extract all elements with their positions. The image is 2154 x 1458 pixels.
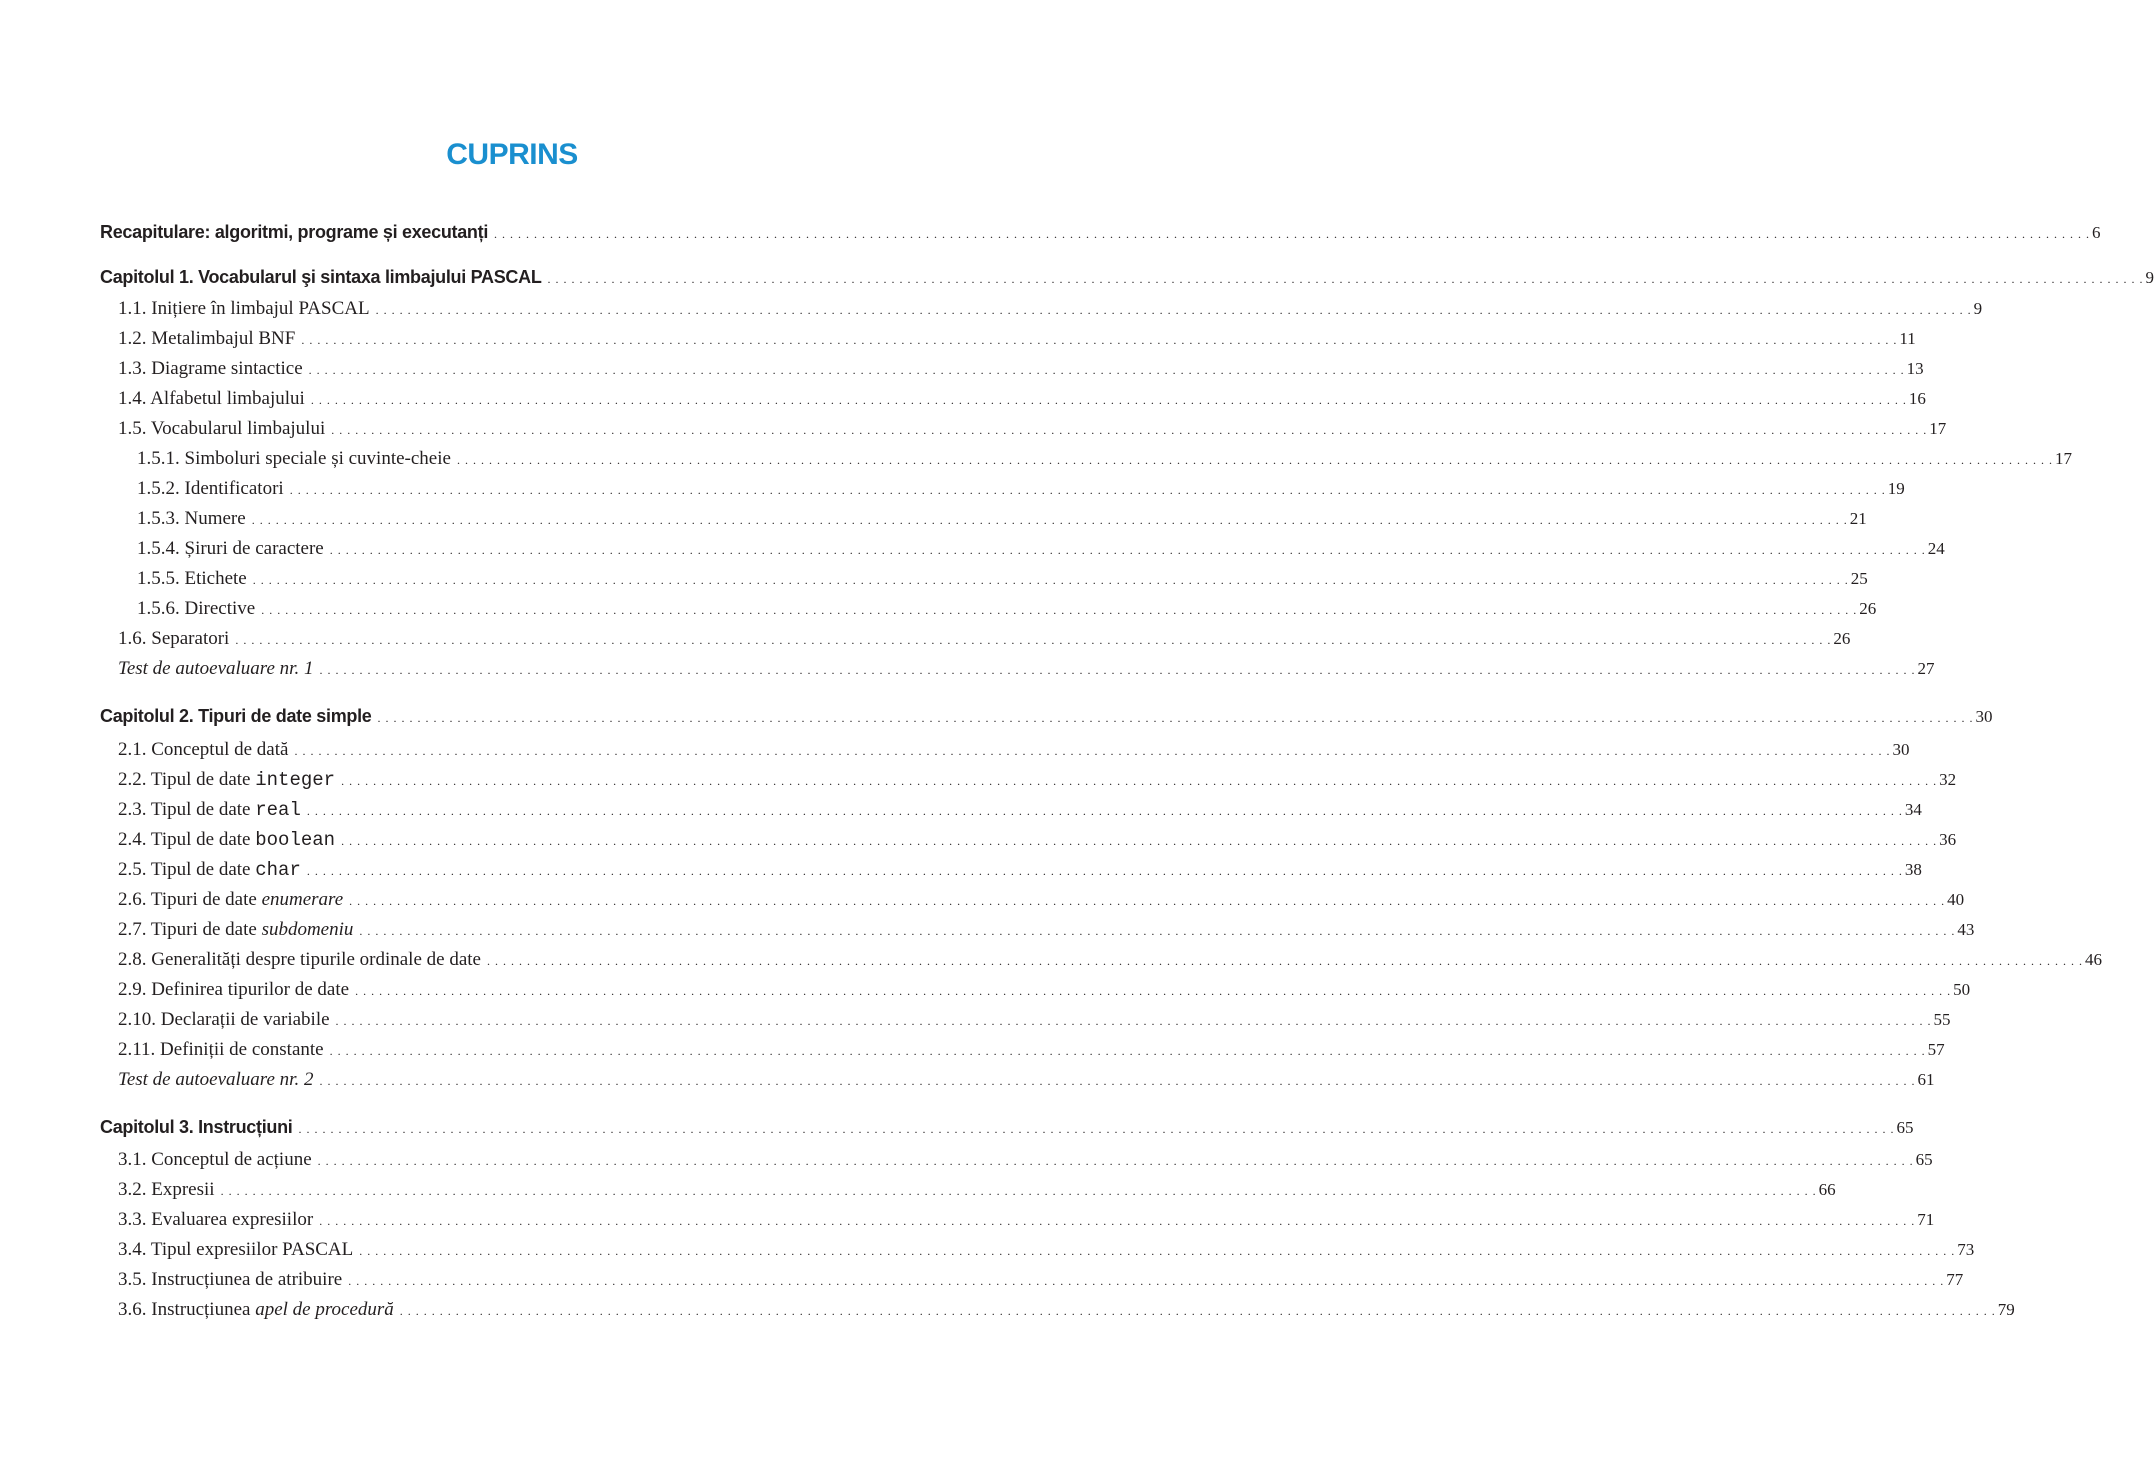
dot-leader: . . . . . . . . . . . . . . . . . . . . . . . . . . . . . . . . . . . . . . . . . . . . . . . . . . . . . . . . . . . . . . . . . . . . . . . . . . . . . . . . . . . . . . . . . . . . . . . . . . . . . . . . . . . . . . . . . . . . . . . . . . . . . . . . . . . . . . . . . . . . . . . . . . . . . . . . . . . . . . . . . . . . . . . . . . . . . . . . . . . . . . . . . . . . . . . . . . . . . . . . — [329, 543, 1926, 557]
toc-page-number: 50 — [1953, 980, 1971, 999]
toc-entry-label — [137, 594, 261, 624]
dot-leader: . . . . . . . . . . . . . . . . . . . . . . . . . . . . . . . . . . . . . . . . . . . . . . . . . . . . . . . . . . . . . . . . . . . . . . . . . . . . . . . . . . . . . . . . . . . . . . . . . . . . . . . . . . . . . . . . . . . . . . . . . . . . . . . . . . . . . . . . . . . . . . . . . . . . . . . . . . . . . . . . . . . . . . . . . . . . . . . . . . . . . . . . . . . . . . . . . . . . . . . . — [298, 1122, 1895, 1136]
toc-label-part: 2.7. Tipuri de date — [118, 919, 262, 940]
toc-entry[interactable] — [137, 474, 1905, 504]
toc-entry-label — [100, 262, 548, 292]
toc-entry[interactable] — [118, 624, 1851, 654]
toc-entry-label — [137, 564, 253, 594]
toc-entry[interactable] — [118, 1205, 1935, 1235]
toc-entry-label — [137, 534, 330, 564]
toc-page-number: 34 — [1904, 800, 1922, 819]
dot-leader: . . . . . . . . . . . . . . . . . . . . . . . . . . . . . . . . . . . . . . . . . . . . . . . . . . . . . . . . . . . . . . . . . . . . . . . . . . . . . . . . . . . . . . . . . . . . . . . . . . . . . . . . . . . . . . . . . . . . . . . . . . . . . . . . . . . . . . . . . . . . . . . . . . . . . . . . . . . . . . . . . . . . . . . . . . . . . . . . . . . . . . . . . . . . . . . . . . . . . . . . — [348, 1274, 1945, 1288]
dot-leader: . . . . . . . . . . . . . . . . . . . . . . . . . . . . . . . . . . . . . . . . . . . . . . . . . . . . . . . . . . . . . . . . . . . . . . . . . . . . . . . . . . . . . . . . . . . . . . . . . . . . . . . . . . . . . . . . . . . . . . . . . . . . . . . . . . . . . . . . . . . . . . . . . . . . . . . . . . . . . . . . . . . . . . . . . . . . . . . . . . . . . . . . . . . . . . . . . . . . . . . . — [335, 1014, 1932, 1028]
toc-entry-label — [118, 1065, 319, 1095]
dot-leader: . . . . . . . . . . . . . . . . . . . . . . . . . . . . . . . . . . . . . . . . . . . . . . . . . . . . . . . . . . . . . . . . . . . . . . . . . . . . . . . . . . . . . . . . . . . . . . . . . . . . . . . . . . . . . . . . . . . . . . . . . . . . . . . . . . . . . . . . . . . . . . . . . . . . . . . . . . . . . . . . . . . . . . . . . . . . . . . . . . . . . . . . . . . . . . . . . . . . . . . . — [399, 1304, 1996, 1318]
toc-entry-label — [137, 444, 457, 474]
toc-entry[interactable] — [118, 1265, 1964, 1295]
dot-leader: . . . . . . . . . . . . . . . . . . . . . . . . . . . . . . . . . . . . . . . . . . . . . . . . . . . . . . . . . . . . . . . . . . . . . . . . . . . . . . . . . . . . . . . . . . . . . . . . . . . . . . . . . . . . . . . . . . . . . . . . . . . . . . . . . . . . . . . . . . . . . . . . . . . . . . . . . . . . . . . . . . . . . . . . . . . . . . . . . . . . . . . . . . . . . . . . . . . . . . . . — [317, 1154, 1914, 1168]
toc-label-part: 2.11. Definiții de constante — [118, 1039, 324, 1060]
toc-entry[interactable] — [118, 885, 1965, 915]
dot-leader: . . . . . . . . . . . . . . . . . . . . . . . . . . . . . . . . . . . . . . . . . . . . . . . . . . . . . . . . . . . . . . . . . . . . . . . . . . . . . . . . . . . . . . . . . . . . . . . . . . . . . . . . . . . . . . . . . . . . . . . . . . . . . . . . . . . . . . . . . . . . . . . . . . . . . . . . . . . . . . . . . . . . . . . . . . . . . . . . . . . . . . . . . . . . . . . . . . . . . . . . — [359, 1244, 1956, 1258]
dot-leader: . . . . . . . . . . . . . . . . . . . . . . . . . . . . . . . . . . . . . . . . . . . . . . . . . . . . . . . . . . . . . . . . . . . . . . . . . . . . . . . . . . . . . . . . . . . . . . . . . . . . . . . . . . . . . . . . . . . . . . . . . . . . . . . . . . . . . . . . . . . . . . . . . . . . . . . . . . . . . . . . . . . . . . . . . . . . . . . . . . . . . . . . . . . . . . . . . . . . . . . . — [252, 573, 1849, 587]
toc-entry[interactable] — [118, 735, 1910, 765]
dot-leader: . . . . . . . . . . . . . . . . . . . . . . . . . . . . . . . . . . . . . . . . . . . . . . . . . . . . . . . . . . . . . . . . . . . . . . . . . . . . . . . . . . . . . . . . . . . . . . . . . . . . . . . . . . . . . . . . . . . . . . . . . . . . . . . . . . . . . . . . . . . . . . . . . . . . . . . . . . . . . . . . . . . . . . . . . . . . . . . . . . . . . . . . . . . . . . . . . . . . . . . . — [289, 483, 1886, 497]
toc-label-part: 3.6. Instrucțiunea — [118, 1299, 256, 1320]
toc-label-part: 1.5.4. Șiruri de caractere — [137, 538, 324, 559]
dot-leader: . . . . . . . . . . . . . . . . . . . . . . . . . . . . . . . . . . . . . . . . . . . . . . . . . . . . . . . . . . . . . . . . . . . . . . . . . . . . . . . . . . . . . . . . . . . . . . . . . . . . . . . . . . . . . . . . . . . . . . . . . . . . . . . . . . . . . . . . . . . . . . . . . . . . . . . . . . . . . . . . . . . . . . . . . . . . . . . . . . . . . . . . . . . . . . . . . . . . . . . . — [251, 513, 1848, 527]
toc-entry[interactable] — [118, 945, 2102, 975]
toc-entry-label — [118, 654, 319, 684]
toc-label-part: 3.2. Expresii — [118, 1179, 215, 1200]
toc-entry-label — [118, 1145, 318, 1175]
toc-entry-label — [118, 1265, 348, 1295]
toc-entry[interactable] — [137, 504, 1867, 534]
toc-page-number: 25 — [1850, 569, 1868, 588]
toc-page-number: 17 — [2054, 449, 2072, 468]
dot-leader: . . . . . . . . . . . . . . . . . . . . . . . . . . . . . . . . . . . . . . . . . . . . . . . . . . . . . . . . . . . . . . . . . . . . . . . . . . . . . . . . . . . . . . . . . . . . . . . . . . . . . . . . . . . . . . . . . . . . . . . . . . . . . . . . . . . . . . . . . . . . . . . . . . . . . . . . . . . . . . . . . . . . . . . . . . . . . . . . . . . . . . . . . . . . . . . . . . . . . . . . — [261, 603, 1858, 617]
dot-leader: . . . . . . . . . . . . . . . . . . . . . . . . . . . . . . . . . . . . . . . . . . . . . . . . . . . . . . . . . . . . . . . . . . . . . . . . . . . . . . . . . . . . . . . . . . . . . . . . . . . . . . . . . . . . . . . . . . . . . . . . . . . . . . . . . . . . . . . . . . . . . . . . . . . . . . . . . . . . . . . . . . . . . . . . . . . . . . . . . . . . . . . . . . . . . . . . . . . . . . . . — [310, 393, 1907, 407]
toc-label-part: Capitolul 2. Tipuri de date simple — [100, 706, 372, 726]
toc-label-part: char — [255, 859, 301, 881]
toc-entry[interactable] — [137, 444, 2072, 474]
toc-label-part: 2.3. Tipul de date — [118, 799, 256, 820]
toc-chapter-entry[interactable] — [100, 262, 2154, 292]
toc-label-part: real — [255, 799, 301, 821]
toc-page-number: 46 — [2084, 950, 2102, 969]
toc-label-part: 1.5.2. Identificatori — [137, 478, 284, 499]
dot-leader: . . . . . . . . . . . . . . . . . . . . . . . . . . . . . . . . . . . . . . . . . . . . . . . . . . . . . . . . . . . . . . . . . . . . . . . . . . . . . . . . . . . . . . . . . . . . . . . . . . . . . . . . . . . . . . . . . . . . . . . . . . . . . . . . . . . . . . . . . . . . . . . . . . . . . . . . . . . . . . . . . . . . . . . . . . . . . . . . . . . . . . . . . . . . . . . . . . . . . . . . — [359, 924, 1956, 938]
page-title: CUPRINS — [446, 138, 578, 171]
toc-chapter-entry[interactable] — [100, 217, 2101, 247]
dot-leader: . . . . . . . . . . . . . . . . . . . . . . . . . . . . . . . . . . . . . . . . . . . . . . . . . . . . . . . . . . . . . . . . . . . . . . . . . . . . . . . . . . . . . . . . . . . . . . . . . . . . . . . . . . . . . . . . . . . . . . . . . . . . . . . . . . . . . . . . . . . . . . . . . . . . . . . . . . . . . . . . . . . . . . . . . . . . . . . . . . . . . . . . . . . . . . . . . . . . . . . . — [319, 1214, 1916, 1228]
toc-entry[interactable] — [118, 795, 1922, 825]
toc-label-part: 1.6. Separatori — [118, 628, 230, 649]
toc-label-part: 1.5.6. Directive — [137, 598, 256, 619]
toc-label-part: boolean — [255, 829, 336, 851]
toc-entry-label — [118, 1005, 336, 1035]
dot-leader: . . . . . . . . . . . . . . . . . . . . . . . . . . . . . . . . . . . . . . . . . . . . . . . . . . . . . . . . . . . . . . . . . . . . . . . . . . . . . . . . . . . . . . . . . . . . . . . . . . . . . . . . . . . . . . . . . . . . . . . . . . . . . . . . . . . . . . . . . . . . . . . . . . . . . . . . . . . . . . . . . . . . . . . . . . . . . . . . . . . . . . . . . . . . . . . . . . . . . . . . — [329, 1044, 1926, 1058]
toc-label-part: enumerare — [261, 889, 344, 910]
toc-entry[interactable] — [118, 915, 1975, 945]
toc-label-part: 2.5. Tipul de date — [118, 859, 256, 880]
toc-label-part: subdomeniu — [261, 919, 354, 940]
toc-label-part: 2.10. Declarații de variabile — [118, 1009, 330, 1030]
toc-page-number: 11 — [1899, 329, 1916, 348]
toc-page-number: 71 — [1917, 1210, 1935, 1229]
toc-label-part: 1.4. Alfabetul limbajului — [118, 388, 305, 409]
toc-label-part: 1.3. Diagrame sintactice — [118, 358, 303, 379]
toc-entry[interactable] — [118, 975, 1971, 1005]
toc-page-number: 27 — [1917, 659, 1935, 678]
toc-label-part: 2.8. Generalități despre tipurile ordinale de date — [118, 949, 481, 970]
dot-leader: . . . . . . . . . . . . . . . . . . . . . . . . . . . . . . . . . . . . . . . . . . . . . . . . . . . . . . . . . . . . . . . . . . . . . . . . . . . . . . . . . . . . . . . . . . . . . . . . . . . . . . . . . . . . . . . . . . . . . . . . . . . . . . . . . . . . . . . . . . . . . . . . . . . . . . . . . . . . . . . . . . . . . . . . . . . . . . . . . . . . . . . . . . . . . . . . . . . . . . . . — [235, 633, 1832, 647]
toc-label-part: Recapitulare: algoritmi, programe și executanți — [100, 222, 489, 242]
toc-page-number: 32 — [1939, 770, 1957, 789]
dot-leader: . . . . . . . . . . . . . . . . . . . . . . . . . . . . . . . . . . . . . . . . . . . . . . . . . . . . . . . . . . . . . . . . . . . . . . . . . . . . . . . . . . . . . . . . . . . . . . . . . . . . . . . . . . . . . . . . . . . . . . . . . . . . . . . . . . . . . . . . . . . . . . . . . . . . . . . . . . . . . . . . . . . . . . . . . . . . . . . . . . . . . . . . . . . . . . . . . . . . . . . . — [375, 303, 1972, 317]
toc-entry[interactable] — [118, 825, 1957, 855]
dot-leader: . . . . . . . . . . . . . . . . . . . . . . . . . . . . . . . . . . . . . . . . . . . . . . . . . . . . . . . . . . . . . . . . . . . . . . . . . . . . . . . . . . . . . . . . . . . . . . . . . . . . . . . . . . . . . . . . . . . . . . . . . . . . . . . . . . . . . . . . . . . . . . . . . . . . . . . . . . . . . . . . . . . . . . . . . . . . . . . . . . . . . . . . . . . . . . . . . . . . . . . . — [377, 711, 1974, 725]
dot-leader: . . . . . . . . . . . . . . . . . . . . . . . . . . . . . . . . . . . . . . . . . . . . . . . . . . . . . . . . . . . . . . . . . . . . . . . . . . . . . . . . . . . . . . . . . . . . . . . . . . . . . . . . . . . . . . . . . . . . . . . . . . . . . . . . . . . . . . . . . . . . . . . . . . . . . . . . . . . . . . . . . . . . . . . . . . . . . . . . . . . . . . . . . . . . . . . . . . . . . . . . — [331, 423, 1928, 437]
toc-page-number: 77 — [1946, 1270, 1964, 1289]
toc-page-number: 36 — [1939, 830, 1957, 849]
toc-entry[interactable] — [118, 324, 1916, 354]
toc-page-number: 26 — [1833, 629, 1851, 648]
toc-label-part: 2.6. Tipuri de date — [118, 889, 262, 910]
toc-entry[interactable] — [118, 1035, 1945, 1065]
dot-leader: . . . . . . . . . . . . . . . . . . . . . . . . . . . . . . . . . . . . . . . . . . . . . . . . . . . . . . . . . . . . . . . . . . . . . . . . . . . . . . . . . . . . . . . . . . . . . . . . . . . . . . . . . . . . . . . . . . . . . . . . . . . . . . . . . . . . . . . . . . . . . . . . . . . . . . . . . . . . . . . . . . . . . . . . . . . . . . . . . . . . . . . . . . . . . . . . . . . . . . . . — [220, 1184, 1817, 1198]
toc-entry-label — [100, 1112, 299, 1142]
toc-label-part: 3.1. Conceptul de acțiune — [118, 1149, 312, 1170]
dot-leader: . . . . . . . . . . . . . . . . . . . . . . . . . . . . . . . . . . . . . . . . . . . . . . . . . . . . . . . . . . . . . . . . . . . . . . . . . . . . . . . . . . . . . . . . . . . . . . . . . . . . . . . . . . . . . . . . . . . . . . . . . . . . . . . . . . . . . . . . . . . . . . . . . . . . . . . . . . . . . . . . . . . . . . . . . . . . . . . . . . . . . . . . . . . . . . . . . . . . . . . . — [319, 663, 1916, 677]
toc-label-part: Test de autoevaluare nr. 1 — [118, 658, 314, 679]
toc-page-number: 9 — [1973, 299, 1983, 318]
toc-label-part: 1.1. Inițiere în limbajul PASCAL — [118, 298, 370, 319]
toc-entry-label — [118, 384, 311, 414]
toc-label-part: Test de autoevaluare nr. 2 — [118, 1069, 314, 1090]
toc-entry-label — [118, 915, 359, 945]
toc-entry-label — [118, 1295, 400, 1325]
toc-entry[interactable] — [137, 534, 1945, 564]
toc-page-number: 19 — [1887, 479, 1905, 498]
toc-entry[interactable] — [118, 855, 1922, 885]
toc-page-number: 30 — [1892, 740, 1910, 759]
toc-chapter-entry[interactable] — [100, 1112, 1914, 1142]
toc-page-number: 79 — [1997, 1300, 2015, 1319]
toc-entry-label — [118, 975, 355, 1005]
toc-label-part: 2.9. Definirea tipurilor de date — [118, 979, 350, 1000]
toc-entry-label — [118, 1035, 330, 1065]
toc-entry[interactable] — [118, 294, 1983, 324]
toc-entry-label — [118, 825, 341, 855]
dot-leader: . . . . . . . . . . . . . . . . . . . . . . . . . . . . . . . . . . . . . . . . . . . . . . . . . . . . . . . . . . . . . . . . . . . . . . . . . . . . . . . . . . . . . . . . . . . . . . . . . . . . . . . . . . . . . . . . . . . . . . . . . . . . . . . . . . . . . . . . . . . . . . . . . . . . . . . . . . . . . . . . . . . . . . . . . . . . . . . . . . . . . . . . . . . . . . . . . . . . . . . . — [341, 774, 1938, 788]
toc-page-number: 30 — [1975, 707, 1993, 726]
toc-entry-label — [100, 701, 378, 731]
toc-entry[interactable] — [118, 765, 1957, 795]
toc-entry[interactable] — [137, 594, 1877, 624]
toc-entry[interactable] — [118, 414, 1947, 444]
toc-page-number: 9 — [2145, 268, 2154, 287]
dot-leader: . . . . . . . . . . . . . . . . . . . . . . . . . . . . . . . . . . . . . . . . . . . . . . . . . . . . . . . . . . . . . . . . . . . . . . . . . . . . . . . . . . . . . . . . . . . . . . . . . . . . . . . . . . . . . . . . . . . . . . . . . . . . . . . . . . . . . . . . . . . . . . . . . . . . . . . . . . . . . . . . . . . . . . . . . . . . . . . . . . . . . . . . . . . . . . . . . . . . . . . . — [547, 272, 2144, 286]
dot-leader: . . . . . . . . . . . . . . . . . . . . . . . . . . . . . . . . . . . . . . . . . . . . . . . . . . . . . . . . . . . . . . . . . . . . . . . . . . . . . . . . . . . . . . . . . . . . . . . . . . . . . . . . . . . . . . . . . . . . . . . . . . . . . . . . . . . . . . . . . . . . . . . . . . . . . . . . . . . . . . . . . . . . . . . . . . . . . . . . . . . . . . . . . . . . . . . . . . . . . . . . — [319, 1074, 1916, 1088]
toc-page-number: 61 — [1917, 1070, 1935, 1089]
toc-entry-label — [137, 474, 290, 504]
toc-entry-label — [118, 855, 307, 885]
toc-page-number: 65 — [1896, 1118, 1914, 1137]
toc-entry-label — [137, 504, 252, 534]
toc-label-part: integer — [255, 769, 336, 791]
dot-leader: . . . . . . . . . . . . . . . . . . . . . . . . . . . . . . . . . . . . . . . . . . . . . . . . . . . . . . . . . . . . . . . . . . . . . . . . . . . . . . . . . . . . . . . . . . . . . . . . . . . . . . . . . . . . . . . . . . . . . . . . . . . . . . . . . . . . . . . . . . . . . . . . . . . . . . . . . . . . . . . . . . . . . . . . . . . . . . . . . . . . . . . . . . . . . . . . . . . . . . . . — [494, 227, 2091, 241]
toc-page-number: 17 — [1929, 419, 1947, 438]
toc-entry-label — [118, 324, 301, 354]
toc-label-part: 1.5.5. Etichete — [137, 568, 247, 589]
dot-leader: . . . . . . . . . . . . . . . . . . . . . . . . . . . . . . . . . . . . . . . . . . . . . . . . . . . . . . . . . . . . . . . . . . . . . . . . . . . . . . . . . . . . . . . . . . . . . . . . . . . . . . . . . . . . . . . . . . . . . . . . . . . . . . . . . . . . . . . . . . . . . . . . . . . . . . . . . . . . . . . . . . . . . . . . . . . . . . . . . . . . . . . . . . . . . . . . . . . . . . . . — [355, 984, 1952, 998]
toc-entry-label — [118, 1175, 221, 1205]
toc-entry[interactable] — [118, 1005, 1951, 1035]
toc-entry[interactable] — [118, 1175, 1836, 1205]
dot-leader: . . . . . . . . . . . . . . . . . . . . . . . . . . . . . . . . . . . . . . . . . . . . . . . . . . . . . . . . . . . . . . . . . . . . . . . . . . . . . . . . . . . . . . . . . . . . . . . . . . . . . . . . . . . . . . . . . . . . . . . . . . . . . . . . . . . . . . . . . . . . . . . . . . . . . . . . . . . . . . . . . . . . . . . . . . . . . . . . . . . . . . . . . . . . . . . . . . . . . . . . — [349, 894, 1946, 908]
toc-entry[interactable] — [118, 1235, 1975, 1265]
dot-leader: . . . . . . . . . . . . . . . . . . . . . . . . . . . . . . . . . . . . . . . . . . . . . . . . . . . . . . . . . . . . . . . . . . . . . . . . . . . . . . . . . . . . . . . . . . . . . . . . . . . . . . . . . . . . . . . . . . . . . . . . . . . . . . . . . . . . . . . . . . . . . . . . . . . . . . . . . . . . . . . . . . . . . . . . . . . . . . . . . . . . . . . . . . . . . . . . . . . . . . . . — [486, 954, 2083, 968]
toc-page-number: 24 — [1927, 539, 1945, 558]
toc-label-part: 2.2. Tipul de date — [118, 769, 256, 790]
toc-page-number: 66 — [1818, 1180, 1836, 1199]
toc-page-number: 73 — [1957, 1240, 1975, 1259]
dot-leader: . . . . . . . . . . . . . . . . . . . . . . . . . . . . . . . . . . . . . . . . . . . . . . . . . . . . . . . . . . . . . . . . . . . . . . . . . . . . . . . . . . . . . . . . . . . . . . . . . . . . . . . . . . . . . . . . . . . . . . . . . . . . . . . . . . . . . . . . . . . . . . . . . . . . . . . . . . . . . . . . . . . . . . . . . . . . . . . . . . . . . . . . . . . . . . . . . . . . . . . . — [306, 804, 1903, 818]
toc-entry-label — [118, 1235, 359, 1265]
toc-page-number: 57 — [1927, 1040, 1945, 1059]
toc-page-number: 21 — [1849, 509, 1867, 528]
toc-label-part: 3.5. Instrucțiunea de atribuire — [118, 1269, 343, 1290]
toc-label-part: 3.3. Evaluarea expresiilor — [118, 1209, 314, 1230]
toc-entry-label — [100, 217, 494, 247]
toc-page-number: 43 — [1957, 920, 1975, 939]
toc-entry[interactable] — [118, 354, 1924, 384]
toc-page-number: 26 — [1859, 599, 1877, 618]
dot-leader: . . . . . . . . . . . . . . . . . . . . . . . . . . . . . . . . . . . . . . . . . . . . . . . . . . . . . . . . . . . . . . . . . . . . . . . . . . . . . . . . . . . . . . . . . . . . . . . . . . . . . . . . . . . . . . . . . . . . . . . . . . . . . . . . . . . . . . . . . . . . . . . . . . . . . . . . . . . . . . . . . . . . . . . . . . . . . . . . . . . . . . . . . . . . . . . . . . . . . . . . — [341, 834, 1938, 848]
toc-entry[interactable] — [118, 1145, 1933, 1175]
dot-leader: . . . . . . . . . . . . . . . . . . . . . . . . . . . . . . . . . . . . . . . . . . . . . . . . . . . . . . . . . . . . . . . . . . . . . . . . . . . . . . . . . . . . . . . . . . . . . . . . . . . . . . . . . . . . . . . . . . . . . . . . . . . . . . . . . . . . . . . . . . . . . . . . . . . . . . . . . . . . . . . . . . . . . . . . . . . . . . . . . . . . . . . . . . . . . . . . . . . . . . . . — [306, 864, 1903, 878]
dot-leader: . . . . . . . . . . . . . . . . . . . . . . . . . . . . . . . . . . . . . . . . . . . . . . . . . . . . . . . . . . . . . . . . . . . . . . . . . . . . . . . . . . . . . . . . . . . . . . . . . . . . . . . . . . . . . . . . . . . . . . . . . . . . . . . . . . . . . . . . . . . . . . . . . . . . . . . . . . . . . . . . . . . . . . . . . . . . . . . . . . . . . . . . . . . . . . . . . . . . . . . . — [308, 363, 1905, 377]
dot-leader: . . . . . . . . . . . . . . . . . . . . . . . . . . . . . . . . . . . . . . . . . . . . . . . . . . . . . . . . . . . . . . . . . . . . . . . . . . . . . . . . . . . . . . . . . . . . . . . . . . . . . . . . . . . . . . . . . . . . . . . . . . . . . . . . . . . . . . . . . . . . . . . . . . . . . . . . . . . . . . . . . . . . . . . . . . . . . . . . . . . . . . . . . . . . . . . . . . . . . . . . — [294, 744, 1891, 758]
toc-chapter-entry[interactable] — [100, 701, 1993, 731]
toc-label-part: Capitolul 1. Vocabularul şi sintaxa limbajului PASCAL — [100, 267, 542, 287]
toc-entry-label — [118, 765, 341, 795]
toc-label-part: 1.5.1. Simboluri speciale și cuvinte-cheie — [137, 448, 451, 469]
toc-page-number: 38 — [1904, 860, 1922, 879]
toc-label-part: apel de procedură — [255, 1299, 394, 1320]
toc-entry[interactable] — [118, 384, 1926, 414]
toc-label-part: 2.1. Conceptul de dată — [118, 739, 289, 760]
toc-label-part: 1.5. Vocabularul limbajului — [118, 418, 326, 439]
toc-entry[interactable] — [137, 564, 1868, 594]
toc-entry[interactable] — [118, 1065, 1935, 1095]
toc-label-part: 3.4. Tipul expresiilor PASCAL — [118, 1239, 354, 1260]
toc-entry-label — [118, 945, 487, 975]
toc-entry-label — [118, 414, 331, 444]
toc-page-number: 6 — [2092, 223, 2101, 242]
toc-entry-label — [118, 795, 307, 825]
dot-leader: . . . . . . . . . . . . . . . . . . . . . . . . . . . . . . . . . . . . . . . . . . . . . . . . . . . . . . . . . . . . . . . . . . . . . . . . . . . . . . . . . . . . . . . . . . . . . . . . . . . . . . . . . . . . . . . . . . . . . . . . . . . . . . . . . . . . . . . . . . . . . . . . . . . . . . . . . . . . . . . . . . . . . . . . . . . . . . . . . . . . . . . . . . . . . . . . . . . . . . . . — [301, 333, 1898, 347]
toc-entry-label — [118, 885, 349, 915]
dot-leader: . . . . . . . . . . . . . . . . . . . . . . . . . . . . . . . . . . . . . . . . . . . . . . . . . . . . . . . . . . . . . . . . . . . . . . . . . . . . . . . . . . . . . . . . . . . . . . . . . . . . . . . . . . . . . . . . . . . . . . . . . . . . . . . . . . . . . . . . . . . . . . . . . . . . . . . . . . . . . . . . . . . . . . . . . . . . . . . . . . . . . . . . . . . . . . . . . . . . . . . . — [456, 453, 2053, 467]
toc-page-number: 65 — [1915, 1150, 1933, 1169]
toc-label-part: 2.4. Tipul de date — [118, 829, 256, 850]
toc-page-number: 16 — [1908, 389, 1926, 408]
toc-label-part: Capitolul 3. Instrucțiuni — [100, 1117, 293, 1137]
toc-label-part: 1.5.3. Numere — [137, 508, 246, 529]
toc-page-number: 13 — [1906, 359, 1924, 378]
toc-entry-label — [118, 1205, 319, 1235]
toc-entry[interactable] — [118, 1295, 2015, 1325]
toc-label-part: 1.2. Metalimbajul BNF — [118, 328, 296, 349]
toc-page-number: 40 — [1947, 890, 1965, 909]
toc-entry-label — [118, 294, 376, 324]
toc-entry-label — [118, 354, 309, 384]
toc-entry-label — [118, 735, 294, 765]
toc-entry[interactable] — [118, 654, 1935, 684]
toc-entry-label — [118, 624, 235, 654]
toc-page-number: 55 — [1933, 1010, 1951, 1029]
